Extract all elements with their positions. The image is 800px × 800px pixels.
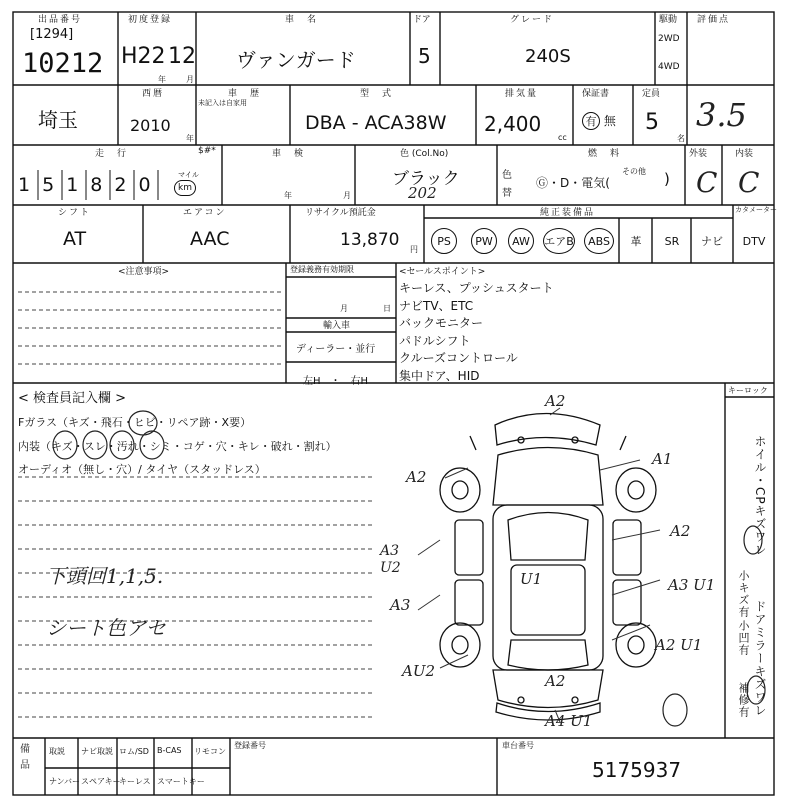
side-note-1: ホイル・CPキズワレ [753,435,767,557]
lot-number: 10212 [22,48,104,79]
recycle-label: リサイクル預託金 [305,208,376,218]
km-unit: km [174,180,196,196]
lot-sub: [1294] [30,27,74,42]
sales-point: ナビTV、ETC [399,298,474,313]
interior-label: 内装 [735,149,754,159]
model-name: ヴァンガード [236,48,356,72]
first-reg-month: 12 [168,44,196,69]
equip-airbag: エアB [543,228,575,254]
sales-point: クルーズコントロール [399,351,518,366]
mileage-digit: 2 [114,174,139,196]
sales-point: 集中ドア、HID [399,368,480,383]
western-year-unit: 年 [186,134,194,143]
equip-abs: ABS [584,228,614,254]
steering-value: 左H ・ 右H [303,376,369,387]
inspection-label: 車 検 [272,149,306,159]
type-code: DBA - ACA38W [305,112,447,134]
inspector-line-1: Fガラス（キズ・飛石・ヒビ・リペア跡・X要） [18,416,252,429]
chassis-label: 車台番号 [502,741,534,750]
shift-label: シフト [58,208,92,218]
grade-value: 240S [525,46,571,67]
diagram-mark: A2 U1 [655,636,703,654]
diagram-mark: A3 [390,596,411,614]
keylock-label: キーロック [728,386,768,395]
side-note-5: 補修有 [737,682,750,718]
sales-points-list [399,280,554,386]
equip-sr: SR [664,234,680,248]
equip-ps: PS [431,228,457,254]
score-label: 評価点 [697,15,731,25]
footer-item: リモコン [194,747,226,756]
equip-label: 備 品 [20,744,30,771]
mileage-digit: 1 [18,174,43,196]
sales-point: バックモニター [399,316,484,331]
equip-dtv: DTV [742,234,766,248]
handwritten-note-2: シート色アセ [46,616,166,640]
fuel-other: その他 [622,167,646,176]
footer-item: B-CAS [157,746,182,755]
warranty-yes: 有 [582,112,600,130]
inspection-month-unit: 月 [343,191,351,200]
region: 埼玉 [38,108,78,132]
mileage-digit: 1 [66,174,91,196]
equip-aw: AW [508,228,534,254]
fuel-options: Ⓖ・D・電気( [536,176,610,190]
reg-day: 日 [383,304,391,313]
sales-label: <セールスポイント> [399,267,486,277]
type-label: 型 式 [360,89,394,99]
diagram-mark: A2 [670,522,691,540]
diagram-mark: A2 [545,392,566,410]
warranty-options [582,112,616,130]
equip-navi: ナビ [701,235,723,248]
drive-2wd: 2WD [658,34,680,44]
mileage-digit: 0 [138,174,163,196]
fuel-close: ) [664,170,670,188]
sales-point: キーレス、プッシュスタート [399,281,554,295]
diagram-mark: A2 [406,468,427,486]
warranty-label: 保証書 [582,89,610,99]
side-note-2: 小キズ有 [737,570,750,618]
handwritten-note-1: 下頭回1,1,5. [46,564,164,588]
footer-item: ロム/SD [119,747,149,756]
equip-leather: 革 [630,235,642,248]
warranty-no: 無 [603,114,616,128]
color-value: ブラック [392,169,460,189]
caution-label: <注意事項> [118,267,170,277]
footer-item: ナンバー [49,777,81,786]
history-note: 未記入は自家用 [198,99,247,107]
diagram-mark: A1 [652,450,673,468]
history-label: 車 歴 [228,89,262,99]
equip-pw: PW [471,228,497,254]
footer-item: スペアキー [81,777,121,786]
mileage-digits [18,174,163,196]
side-note-3: ドアミラーキズワレ [753,600,767,717]
capacity-unit: 名 [677,134,685,143]
yen-unit: 円 [410,245,418,254]
displacement-value: 2,400 [484,112,542,136]
month-unit: 月 [186,75,194,84]
color-code: 202 [408,184,437,202]
capacity-value: 5 [645,110,659,135]
diagram-mark: A2 [545,672,566,690]
diagram-mark: AU2 [402,662,436,680]
grade-label: グレード [510,15,555,25]
mileage-label: 走 行 [95,149,129,159]
import-label: 輸入車 [323,321,351,331]
meter-label: $#* [198,146,216,156]
footer-item: キーレス [119,777,151,786]
recycle-value: 13,870 [340,230,400,250]
diagram-mark: U1 [520,570,543,588]
score-value: 3.5 [696,96,747,134]
footer-item: ナビ取説 [81,747,113,756]
interior-value: C [738,166,760,199]
side-note-4: 小凹有 [737,620,750,656]
drive-4wd: 4WD [658,62,680,72]
inspector-line-2: 内装（キズ・スレ・汚れ・シミ・コゲ・穴・キレ・破れ・割れ） [18,440,337,453]
footer-item: 取説 [49,747,65,756]
western-year: 2010 [130,116,171,135]
diagram-mark: A3 U1 [668,576,716,594]
chassis-number: 5175937 [592,758,682,782]
fuel-label: 燃 料 [588,149,622,159]
ac-value: AAC [190,228,230,250]
western-label: 西暦 [142,89,165,99]
mileage-digit: 8 [90,174,115,196]
equipment-label: 純正装備品 [540,208,596,218]
inspection-year-unit: 年 [284,191,292,200]
reg-month: 月 [340,304,348,313]
import-value: ディーラー・並行 [296,344,376,355]
first-reg-label: 初度登録 [128,15,173,25]
reg-expiry-label: 登録義務有効期限 [290,265,354,274]
mile-unit: マイル [178,171,199,179]
shift-value: AT [63,228,87,250]
color-change-2: 替 [502,188,512,199]
inspector-line-3: オーディオ（無し・穴）/ タイヤ（スタッドレス） [18,463,266,476]
capacity-label: 定員 [642,89,661,99]
reg-no-label: 登録番号 [234,741,266,750]
displacement-label: 排気量 [505,89,539,99]
diagram-mark: U2 [380,560,401,576]
color-change-1: 色 [502,170,512,181]
exterior-label: 外装 [689,149,708,159]
kaitenmeter-label: カタメーター [735,206,777,214]
diagram-mark: A4 U1 [545,712,593,730]
drive-label: 駆動 [659,15,678,25]
year-unit: 年 [158,75,166,84]
doors-value: 5 [418,44,431,68]
inspector-title: < 検査員記入欄 > [18,391,127,406]
doors-label: ドア [413,15,431,25]
footer-item: スマートキー [157,777,205,786]
sales-point: パドルシフト [399,333,471,348]
exterior-value: C [696,166,718,199]
first-reg-era: H22 [121,44,166,69]
lot-label: 出品番号 [38,15,83,25]
model-label: 車 名 [285,15,319,25]
color-label: 色 (Col.No) [400,149,449,159]
mileage-digit: 5 [42,174,67,196]
diagram-mark: A3 [380,543,400,559]
cc-unit: cc [558,133,567,142]
ac-label: エアコン [183,208,227,218]
